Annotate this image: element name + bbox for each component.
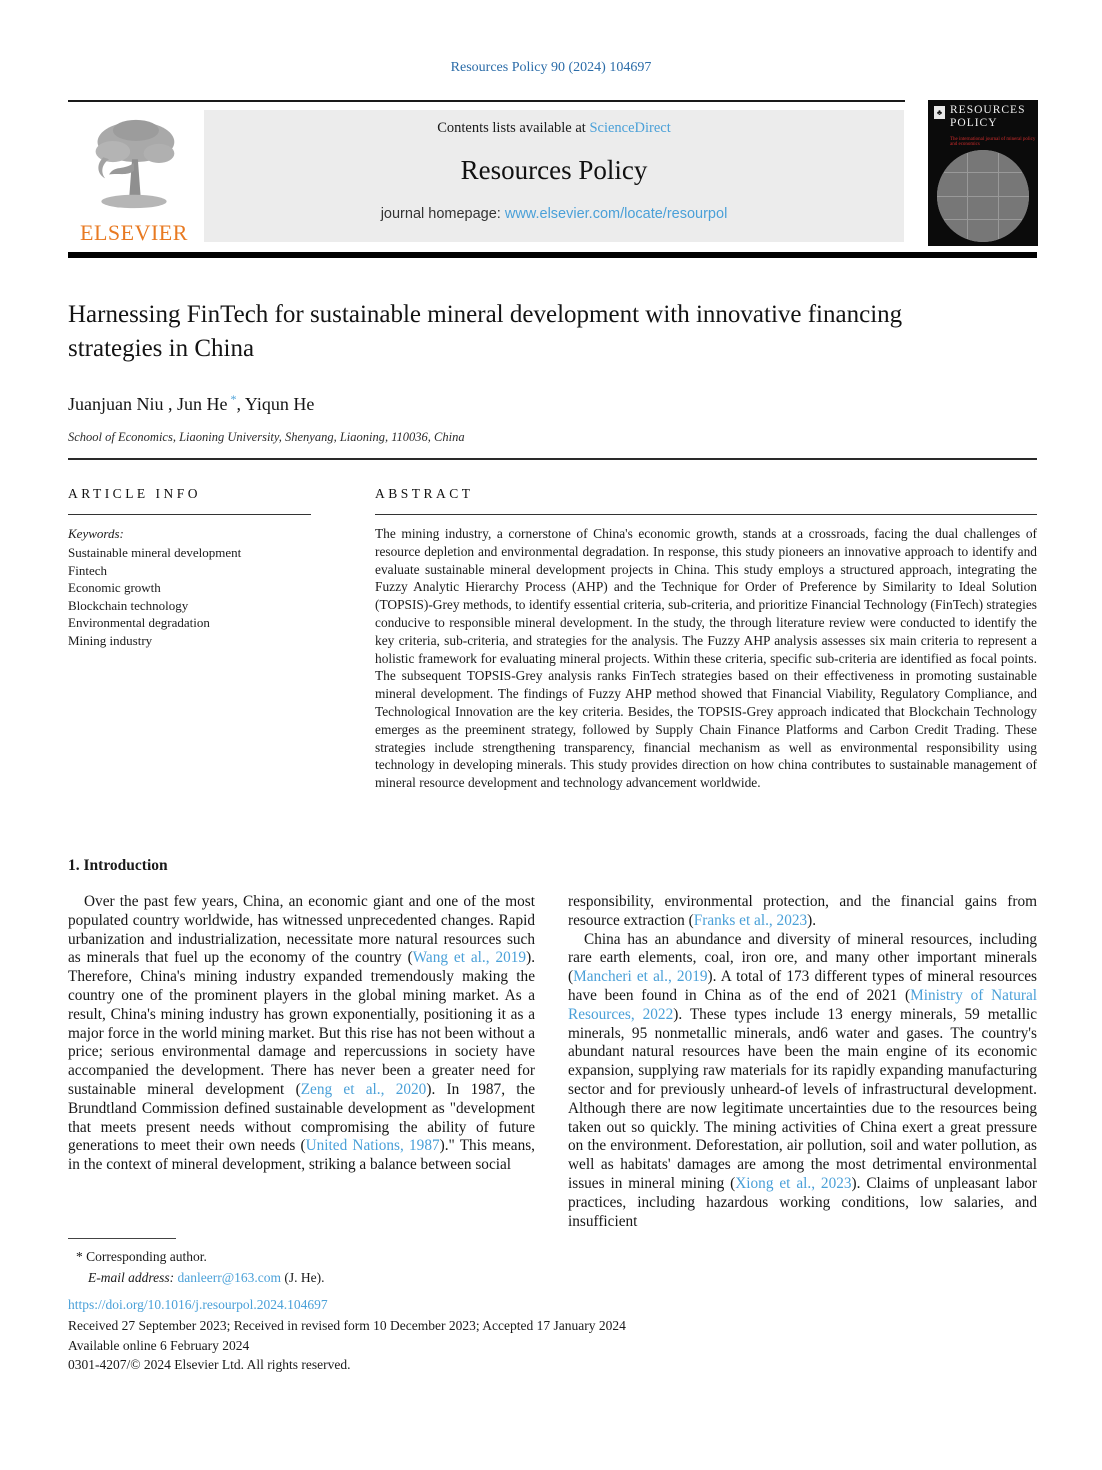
text-run: ). In 1987, the Brundtland Commission defined sustainable development as "development that meets present needs without compromising the ability of future generations to meet their own needs (	[68, 1080, 535, 1155]
abstract-heading: ABSTRACT	[375, 486, 474, 501]
article-info-rule	[68, 514, 311, 515]
intro-paragraph-2	[568, 931, 1037, 1232]
footnote-rule	[68, 1238, 176, 1239]
contents-list-line	[204, 120, 904, 137]
received-dates: Received 27 September 2023; Received in revised form 10 December 2023; Accepted 17 January 2024	[68, 1318, 626, 1333]
text-run: )." This means, in the context of mineral development, striking a balance between social	[68, 1137, 535, 1174]
elsevier-logo[interactable]	[68, 104, 200, 246]
journal-cover-thumbnail[interactable]	[928, 100, 1038, 246]
elsevier-tree-icon	[86, 115, 182, 218]
keyword-item: Fintech	[68, 562, 107, 578]
cover-title	[950, 104, 1025, 130]
corresponding-author-note: * Corresponding author.	[76, 1249, 207, 1264]
masthead-divider-bar	[68, 252, 1037, 258]
available-online: Available online 6 February 2024	[68, 1338, 250, 1353]
text-run: responsibility, environmental protection, and the financial gains from resource extraction (	[568, 893, 1037, 929]
citation-xiong-2023[interactable]: Xiong et al., 2023	[735, 1174, 852, 1192]
citation-ministry-2022[interactable]: Ministry of Natural Resources, 2022	[568, 986, 1037, 1023]
cover-elsevier-mark-icon: ♣	[934, 106, 945, 119]
cover-subtitle: The international journal of mineral policy and economics	[950, 137, 1036, 147]
citation-un-1987[interactable]: United Nations, 1987	[305, 1137, 440, 1155]
cover-title-line1: RESOURCES	[950, 104, 1026, 116]
introduction-heading: 1. Introduction	[68, 857, 168, 874]
citation-franks-2023[interactable]: Franks et al., 2023	[693, 911, 808, 929]
text-run: ). A total of 173 different types of mineral resources have been found in China as of the end of 2021 (	[568, 968, 1038, 1004]
journal-masthead	[204, 110, 904, 242]
text-run: ). Therefore, China's mining industry expanded tremendously making the country one of the prominent players in the global mining market. As a result, China's mining industry has grown exponentially, positioning it as a major force in the world mining market. But this rise has not been without a price; serious environmental damage and repercussions in society have accompanied the development. There has never been a greater need for sustainable mineral development (	[68, 949, 536, 1098]
article-title: Harnessing FinTech for sustainable mineral development with innovative financing strategies in China	[68, 301, 903, 362]
intro-paragraph-1-continued	[568, 893, 1037, 931]
cover-title-line2: POLICY	[950, 117, 998, 129]
elsevier-wordmark: ELSEVIER	[80, 220, 188, 245]
cover-globe-collage	[937, 150, 1029, 242]
info-abstract-top-rule	[68, 458, 1037, 460]
text-run: (J. He).	[281, 1270, 325, 1285]
email-address-line	[76, 1267, 325, 1288]
issn-copyright: 0301-4207/© 2024 Elsevier Ltd. All rights reserved.	[68, 1357, 351, 1372]
keyword-item: Mining industry	[68, 632, 153, 648]
text-run: ). Claims of unpleasant labor practices, including hazardous working conditions, low salaries, and insufficient	[568, 1174, 1037, 1230]
article-info-heading: ARTICLE INFO	[68, 486, 202, 501]
text-run: journal homepage:	[380, 206, 505, 222]
abstract-text: The mining industry, a cornerstone of China's economic growth, stands at a crossroads, facing the dual challenges of resource depletion and environmental degradation. In response, this study pioneers an innovative approach to identify and evaluate sustainable mineral development projects in China. This study employs a structured approach, integrating the Fuzzy Analytic Hierarchy Process (AHP) and the Technique for Order of Preference by Similarity to Ideal Solution (TOPSIS)-Grey methods, to identify essential criteria, sub-criteria, and prioritize Financial Technology (FinTech) strategies conducive to responsible mineral development. In the study, the through literature review were conducted to identify the key criteria, sub-criteria, and strategies for the analysis. The Fuzzy AHP analysis assesses six main criteria to represent a holistic framework for evaluating mineral projects. Within these criteria, specific sub-criteria are identified as focal points. The subsequent TOPSIS-Grey analysis ranks FinTech strategies based on their effectiveness in promoting sustainable mineral development. The findings of Fuzzy AHP method showed that Financial Viability, Regulatory Compliance, and Technological Innovation are the key criteria. Besides, the TOPSIS-Grey approach indicated that Blockchain Technology emerges as the preeminent strategy, followed by Supply Chain Finance Platforms and Carbon Credit Trading. These strategies include strengthening transparency, financial mechanism as well as environmental responsibility using technology in developing minerals. This study provides direction on how china contributes to sustainable management of mineral resource development and technology advancement worldwide.	[375, 526, 1037, 791]
sciencedirect-link[interactable]: ScienceDirect	[589, 120, 671, 136]
citation-wang-2019[interactable]: Wang et al., 2019	[412, 949, 527, 967]
journal-homepage-line	[204, 206, 904, 222]
text-run: China has an abundance and diversity of mineral resources, including rare earth elements, coal, iron ore, and many other important minerals (	[568, 930, 1037, 986]
keyword-item: Economic growth	[68, 580, 161, 595]
citation-zeng-2020[interactable]: Zeng et al., 2020	[300, 1080, 427, 1098]
intro-left-column	[68, 893, 535, 1175]
text-run: ). These types include 13 energy minerals, 59 metallic minerals, 95 nonmetallic minerals, and6 water and gases. The country's abundant natural resources have been the main engine of its economic expansion, supplying raw materials for its rapidly expanding manufacturing sector and for previously unheard-of levels of infrastructural development. Although there are now legitimate uncertainties due to the resources being taken out so quickly. The mining activities of China exert a great pressure on the environment. Deforestation, air pollution, soil and water pollution, as well as habitats' damages are among the most detrimental environmental issues in mineral mining (	[568, 1005, 1037, 1192]
homepage-link[interactable]: www.elsevier.com/locate/resourpol	[504, 206, 728, 222]
abstract-rule	[375, 514, 1037, 515]
authors-line	[68, 392, 314, 415]
keyword-item: Environmental degradation	[68, 615, 210, 630]
intro-paragraph-1	[68, 893, 535, 1175]
intro-right-column	[568, 893, 1037, 1231]
keyword-item: Blockchain technology	[68, 597, 189, 613]
text-run: Contents lists available at	[437, 120, 590, 136]
text-run: , Yiqun He	[236, 394, 315, 414]
keyword-item: Sustainable mineral development	[68, 545, 242, 560]
doi-link[interactable]: https://doi.org/10.1016/j.resourpol.2024.104697	[68, 1297, 328, 1312]
text-run: Juanjuan Niu , Jun He	[68, 394, 228, 414]
journal-title: Resources Policy	[460, 155, 648, 185]
text-run: Over the past few years, China, an economic giant and one of the most populated country worldwide, has witnessed unprecedented changes. Rapid urbanization and industrialization, necessitate more natural resources such as minerals that fuel up the economy of the country (	[68, 893, 535, 967]
keywords-list	[68, 544, 241, 649]
corresponding-author-asterisk[interactable]: *	[227, 392, 237, 406]
text-run: E-mail address:	[88, 1270, 175, 1285]
affiliation: School of Economics, Liaoning University, Shenyang, Liaoning, 110036, China	[68, 430, 465, 444]
text-run: ).	[807, 911, 817, 929]
citation-mancheri-2019[interactable]: Mancheri et al., 2019	[573, 968, 708, 986]
top-rule	[68, 100, 905, 102]
running-head-citation: Resources Policy 90 (2024) 104697	[450, 60, 652, 75]
keywords-label: Keywords:	[68, 526, 124, 541]
footnote-block	[76, 1246, 325, 1288]
email-link[interactable]: danleerr@163.com	[177, 1270, 282, 1285]
